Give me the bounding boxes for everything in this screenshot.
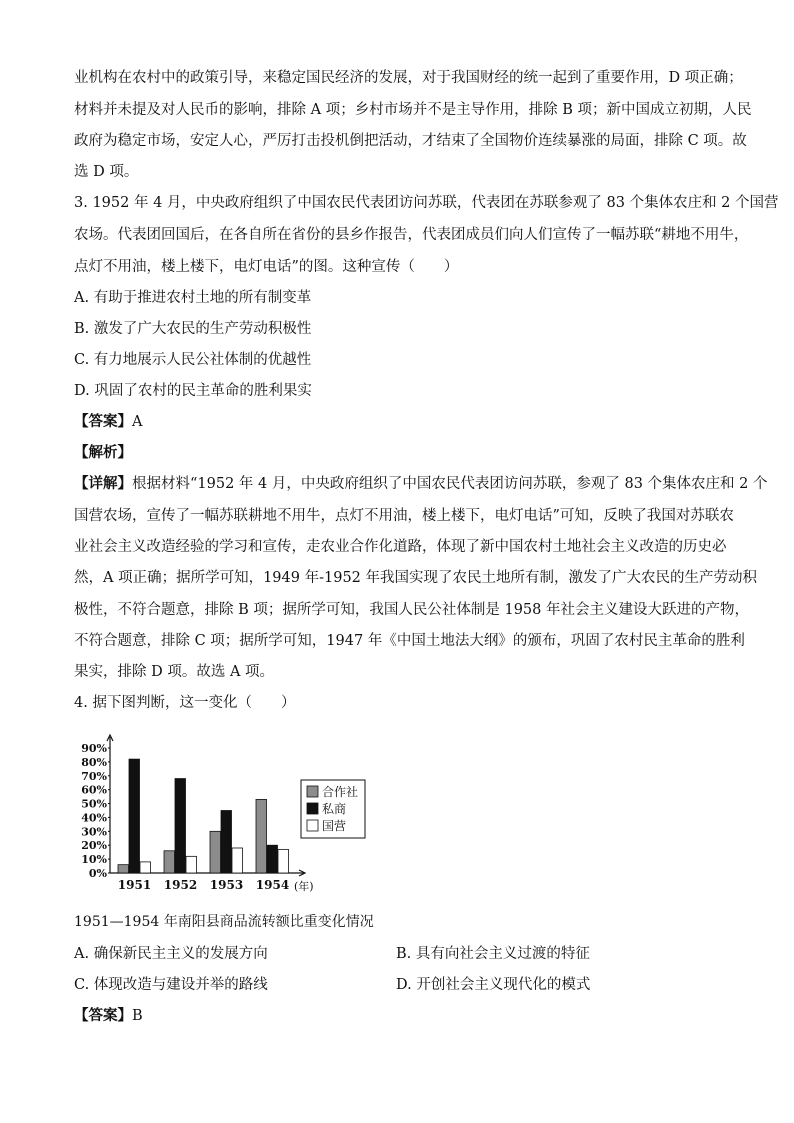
x-tick-label: 1951 xyxy=(117,878,152,892)
y-tick-label: 10% xyxy=(81,853,107,867)
q3-option-a: A. 有助于推进农村土地的所有制变革 xyxy=(74,290,312,306)
bar-private-1951 xyxy=(129,759,140,873)
q3-detail-line-5: 极性，不符合题意，排除 B 项；据所学可知，我国人民公社体制是 1958 年社会主义建设大跃进的产物， xyxy=(74,602,749,618)
q3-detail-line-3: 业社会主义改造经验的学习和宣传，走农业合作化道路，体现了新中国农村土地社会主义改造的历史必 xyxy=(74,539,727,555)
answer-tag: 【答案】 xyxy=(74,1007,132,1024)
y-tick-label: 50% xyxy=(81,797,107,811)
prev-analysis-line-1: 业机构在农村中的政策引导，来稳定国民经济的发展，对于我国财经的统一起到了重要作用，D 项正确； xyxy=(74,70,743,86)
q3-detail-line-4: 然，A 项正确；据所学可知，1949 年-1952 年我国实现了农民土地所有制，激发了广大农民的生产劳动积 xyxy=(74,570,757,586)
y-tick-label: 30% xyxy=(81,825,107,839)
legend-swatch xyxy=(307,803,318,814)
q3-option-c: C. 有力地展示人民公社体制的优越性 xyxy=(74,352,312,368)
q3-answer xyxy=(74,410,142,431)
q3-analysis-heading xyxy=(74,441,132,462)
commodity-share-bar-chart xyxy=(72,731,372,899)
detail-text: 根据材料“1952 年 4 月，中央政府组织了中国农民代表团访问苏联，参观了 83 个集体农庄和 2 个 xyxy=(132,476,768,492)
chart-caption: 1951—1954 年南阳县商品流转额比重变化情况 xyxy=(74,914,374,930)
q4-answer xyxy=(74,1004,143,1025)
q3-detail-line-6: 不符合题意，排除 C 项；据所学可知，1947 年《中国土地法大纲》的颁布，巩固了农村民主革命的胜利 xyxy=(74,633,745,649)
legend-label: 私商 xyxy=(322,802,347,816)
y-tick-label: 60% xyxy=(81,783,107,797)
y-tick-label: 0% xyxy=(88,867,107,880)
bar-state-1952 xyxy=(186,856,197,873)
q4-option-a: A. 确保新民主主义的发展方向 xyxy=(74,946,268,962)
y-tick-label: 90% xyxy=(81,742,107,755)
bar-private-1953 xyxy=(221,811,232,874)
q4-option-d: D. 开创社会主义现代化的模式 xyxy=(396,977,591,993)
y-tick-label: 70% xyxy=(81,769,107,783)
legend-swatch xyxy=(307,786,318,797)
bar-cooperative-1954 xyxy=(256,799,267,873)
q3-detail-line-2: 国营农场，宣传了一幅苏联耕地不用牛，点灯不用油，楼上楼下，电灯电话”可知，反映了我国对苏联农 xyxy=(74,508,734,524)
legend-label: 国营 xyxy=(322,819,347,833)
legend-swatch xyxy=(307,820,318,831)
y-tick-label: 80% xyxy=(81,755,107,769)
q3-detail-line-7: 果实，排除 D 项。故选 A 项。 xyxy=(74,664,275,680)
prev-analysis-line-2: 材料并未提及对人民币的影响，排除 A 项；乡村市场并不是主导作用，排除 B 项；新中国成立初期，人民 xyxy=(74,102,752,118)
q3-detail-line-1 xyxy=(74,472,767,493)
bar-state-1951 xyxy=(140,862,151,873)
detail-tag: 【详解】 xyxy=(74,475,132,492)
q3-stem-line-3: 点灯不用油，楼上楼下，电灯电话”的图。这种宣传（ ） xyxy=(74,259,459,275)
y-tick-label: 40% xyxy=(81,811,107,825)
bar-cooperative-1953 xyxy=(210,831,221,873)
bar-state-1953 xyxy=(232,848,243,873)
x-tick-label: 1953 xyxy=(209,878,244,892)
bar-private-1952 xyxy=(175,779,186,873)
bar-cooperative-1951 xyxy=(118,865,129,873)
bar-state-1954 xyxy=(278,849,289,873)
y-tick-label: 20% xyxy=(81,839,107,853)
x-axis-unit: (年) xyxy=(294,880,314,893)
q4-stem: 4. 据下图判断，这一变化（ ） xyxy=(74,695,296,711)
x-tick-label: 1954 xyxy=(255,878,290,892)
q4-option-c: C. 体现改造与建设并举的路线 xyxy=(74,977,268,993)
q3-option-d: D. 巩固了农村的民主革命的胜利果实 xyxy=(74,383,312,399)
q4-option-b: B. 具有向社会主义过渡的特征 xyxy=(396,946,590,962)
q3-option-b: B. 激发了广大农民的生产劳动积极性 xyxy=(74,321,312,337)
bar-private-1954 xyxy=(267,845,278,873)
q3-stem-line-2: 农场。代表团回国后，在各自所在省份的县乡作报告，代表团成员们向人们宣传了一幅苏联“耕地不用牛， xyxy=(74,227,749,243)
answer-tag: 【答案】 xyxy=(74,413,132,430)
prev-analysis-line-3: 政府为稳定市场，安定人心，严厉打击投机倒把活动，才结束了全国物价连续暴涨的局面，排除 C 项。故 xyxy=(74,133,747,149)
analysis-tag: 【解析】 xyxy=(74,444,132,461)
legend-label: 合作社 xyxy=(322,785,359,799)
answer-value: B xyxy=(132,1008,143,1024)
q3-stem-line-1: 3. 1952 年 4 月，中央政府组织了中国农民代表团访问苏联，代表团在苏联参观了 83 个集体农庄和 2 个国营 xyxy=(74,195,779,211)
bar-cooperative-1952 xyxy=(164,851,175,873)
prev-analysis-line-4: 选 D 项。 xyxy=(74,164,139,180)
x-tick-label: 1952 xyxy=(163,878,198,892)
answer-value: A xyxy=(132,414,143,430)
